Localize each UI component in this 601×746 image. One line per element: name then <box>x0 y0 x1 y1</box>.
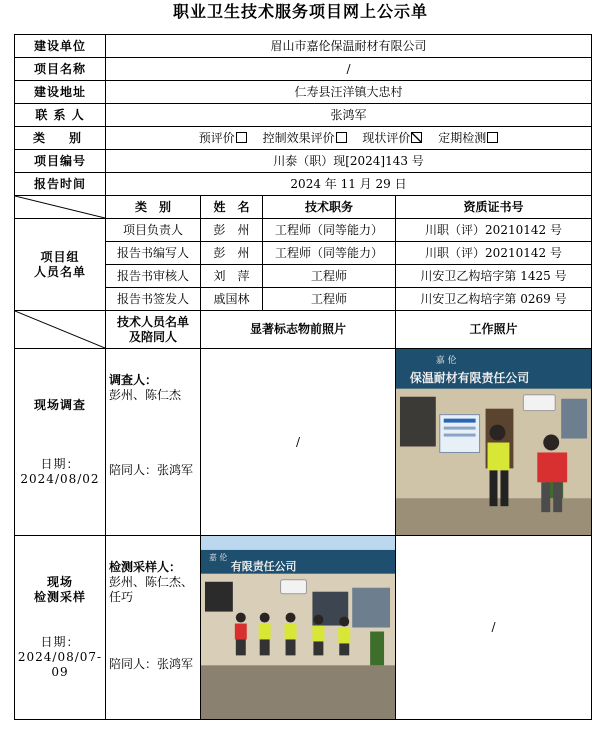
staff-role: 项目负责人 <box>106 219 201 242</box>
row-contact <box>15 104 592 127</box>
page-title: 职业卫生技术服务项目网上公示单 <box>172 2 428 21</box>
staff-title: 工程师（同等能力） <box>263 219 396 242</box>
staff-header-title: 技术职务 <box>263 196 396 219</box>
contact-label: 联 系 人 <box>15 104 106 127</box>
staff-row <box>15 219 592 242</box>
staff-header-row <box>15 196 592 219</box>
staff-name: 彭 州 <box>201 242 263 265</box>
category-label: 类 别 <box>15 127 106 150</box>
time-value: 2024 年 11 月 29 日 <box>106 173 592 196</box>
tech-people-header: 技术人员名单 及陪同人 <box>106 311 201 349</box>
staff-name: 刘 萍 <box>201 265 263 288</box>
sampling-sign-photo <box>201 536 395 719</box>
sampling-label-cell <box>15 536 106 720</box>
row-code <box>15 150 592 173</box>
sampling-label-2: 检测采样 <box>33 590 86 605</box>
staff-name: 戚国林 <box>201 288 263 311</box>
time-label: 报告时间 <box>15 173 106 196</box>
sampling-people-title: 检测采样人： <box>109 560 182 575</box>
work-photo-image <box>396 349 591 535</box>
sampling-date: 2024/08/07-09 <box>17 650 103 680</box>
diagonal-line <box>15 311 105 348</box>
staff-header-diagonal <box>15 196 106 219</box>
address-label: 建设地址 <box>15 81 106 104</box>
staff-header-role: 类 别 <box>106 196 201 219</box>
staff-cert: 川安卫乙构培字第 0269 号 <box>396 288 592 311</box>
code-label: 项目编号 <box>15 150 106 173</box>
diagonal-line <box>15 196 105 218</box>
option-control-effect: 控制效果评价 <box>263 131 347 145</box>
staff-group-label: 项目组 人员名单 <box>15 219 106 311</box>
survey-work-photo <box>396 349 591 535</box>
publicity-table <box>14 34 592 720</box>
work-photo-header: 工作照片 <box>396 311 592 349</box>
sampling-sign-photo-cell <box>201 536 396 720</box>
sampling-accompany: 陪同人：张鸿军 <box>109 657 194 672</box>
staff-title: 工程师（同等能力） <box>263 242 396 265</box>
survey-label: 现场调查 <box>33 397 86 412</box>
survey-people: 彭州、陈仁杰 <box>109 388 182 402</box>
sampling-work-photo-empty: / <box>396 536 592 720</box>
survey-date-block: 日期： 2024/08/02 <box>17 457 103 487</box>
photo-header-row <box>15 311 592 349</box>
staff-cert: 川职（评）20210142 号 <box>396 219 592 242</box>
sign-text-line-1: 嘉 伦 <box>435 355 457 366</box>
survey-date: 2024/08/02 <box>20 471 100 486</box>
category-options <box>106 127 592 150</box>
sampling-people: 彭州、陈仁杰、任巧 <box>109 575 194 605</box>
staff-role: 报告书编写人 <box>106 242 201 265</box>
option-periodic-testing: 定期检测 <box>438 131 498 145</box>
sign-text-line-2: 保温耐材有限责任公司 <box>409 370 530 385</box>
unit-label: 建设单位 <box>15 35 106 58</box>
checkbox-periodic-testing <box>487 132 498 143</box>
staff-header-cert: 资质证书号 <box>396 196 592 219</box>
row-unit <box>15 35 592 58</box>
survey-work-photo-cell <box>396 349 592 536</box>
sign-text-line-1: 嘉 伦 <box>208 552 228 562</box>
address-value: 仁寿县汪洋镇大忠村 <box>106 81 592 104</box>
checkbox-status-evaluation-checked <box>411 132 422 143</box>
code-value: 川泰（职）现[2024]143 号 <box>106 150 592 173</box>
option-pre-evaluation: 预评价 <box>199 131 247 145</box>
project-label: 项目名称 <box>15 58 106 81</box>
row-category <box>15 127 592 150</box>
staff-title: 工程师 <box>263 288 396 311</box>
checkbox-pre-evaluation <box>236 132 247 143</box>
sign-photo-image <box>201 536 395 719</box>
photo-header-diagonal <box>15 311 106 349</box>
row-project <box>15 58 592 81</box>
checkbox-control-effect <box>336 132 347 143</box>
sampling-date-block: 日期： 2024/08/07-09 <box>17 635 103 680</box>
project-value: / <box>106 58 592 81</box>
staff-role: 报告书签发人 <box>106 288 201 311</box>
sampling-label-1: 现场 <box>46 575 73 590</box>
contact-value: 张鸿军 <box>106 104 592 127</box>
staff-title: 工程师 <box>263 265 396 288</box>
survey-row <box>15 349 592 536</box>
staff-name: 彭 州 <box>201 219 263 242</box>
staff-cert: 川职（评）20210142 号 <box>396 242 592 265</box>
staff-cert: 川安卫乙构培字第 1425 号 <box>396 265 592 288</box>
survey-sign-photo-empty: / <box>201 349 396 536</box>
survey-people-title: 调查人： <box>109 373 158 387</box>
row-time <box>15 173 592 196</box>
survey-accompany: 陪同人：张鸿军 <box>109 463 194 477</box>
row-address <box>15 81 592 104</box>
sampling-row <box>15 536 592 720</box>
unit-value: 眉山市嘉伦保温耐材有限公司 <box>106 35 592 58</box>
survey-label-cell <box>15 349 106 536</box>
sign-text-line-2: 有限责任公司 <box>230 559 297 573</box>
staff-header-name: 姓 名 <box>201 196 263 219</box>
survey-people-cell <box>106 349 201 536</box>
sampling-people-cell <box>106 536 201 720</box>
staff-role: 报告书审核人 <box>106 265 201 288</box>
sign-photo-header: 显著标志物前照片 <box>201 311 396 349</box>
option-status-evaluation: 现状评价 <box>362 131 422 145</box>
